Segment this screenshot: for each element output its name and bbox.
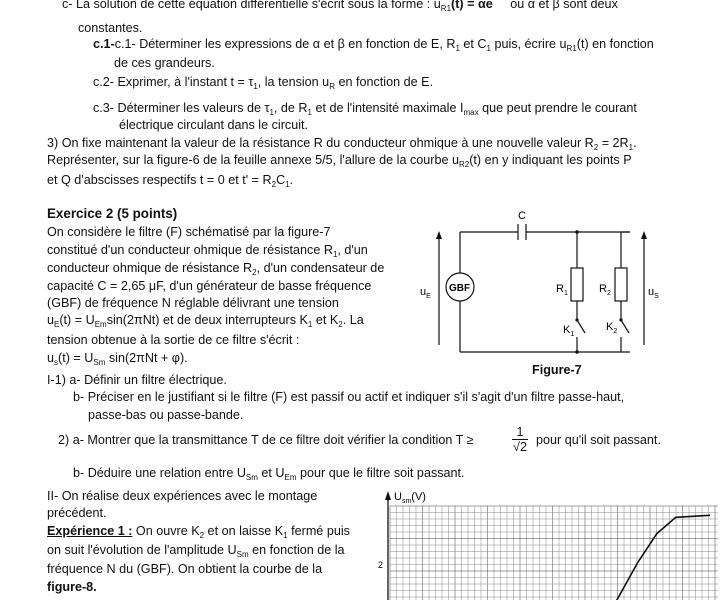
figure-8-chart [370, 488, 720, 600]
line-q3: 3) On fixe maintenant la valeur de la résistance R du conducteur ohmique à une nouvelle valeur $R_2 = 2R_1$. [47, 136, 637, 152]
q-i1c: passe-bas ou passe-bande. [88, 408, 244, 422]
capacitor-label: C [518, 210, 526, 222]
ex-line-1: On considère le filtre (F) schématisé par la figure-7 [47, 225, 331, 239]
figure-7-circuit [415, 205, 700, 380]
line-c3: c.3- Déterminer les valeurs de $\tau_1$, de $R_1$ et de l'intensité maximale $I_{max}$ que peut prendre le courant [93, 101, 637, 117]
q-ii1: II- On réalise deux expériences avec le montage [47, 489, 318, 503]
ex-line-6: $u_E(t) = U_{Em}\sin(2\pi Nt)$ et de deux interrupteurs $K_1$ et $K_2$. La [47, 313, 364, 329]
k1-label: $K_1$ [563, 324, 575, 338]
r1-label: $R_1$ [556, 283, 568, 297]
r2-label: $R_2$ [599, 283, 611, 297]
q-ii2: précédent. [47, 506, 107, 520]
line-q3-pq: et Q d'abscisses respectifs t = 0 et $t' = R_2C_1$. [47, 173, 294, 189]
line-q3-represent: Représenter, sur la figure-6 de la feuille annexe 5/5, l'allure de la courbe $u_{R2}(t)$ en y indiquant les points P [47, 153, 632, 169]
fig8-curve [520, 515, 710, 600]
ex-line-2: constitué d'un conducteur ohmique de résistance $R_1$, d'un [47, 243, 368, 259]
ue-label: $u_E$ [420, 286, 431, 300]
line-c1: c.1-c.1- Déterminer les expressions de α et β en fonction de E, $R_1$ et $C_1$ puis, écrire $u_{R1}(t)$ en fonction [93, 37, 654, 53]
q-i1b: b- Préciser en le justifiant si le filtre (F) est passif ou actif et indiquer s'il s'agit d'un filtre passe-haut, [73, 390, 625, 404]
ex-line-8: $u_s(t) = U_{Sm}$ sin(2πNt + φ). [47, 351, 188, 367]
line-c3-cont: électrique circulant dans le circuit. [119, 118, 308, 132]
k2-label: $K_2$ [606, 321, 618, 335]
fig8-tick-2: 2 [378, 560, 384, 570]
ex-line-4: capacité C = 2,65 μF, d'un générateur de basse fréquence [47, 279, 372, 293]
figure-7-label: Figure-7 [532, 363, 582, 377]
q-i2a: 2) a- Montrer que la transmittance T de ce filtre doit vérifier la condition T ≥ [58, 433, 474, 447]
ex-line-3: conducteur ohmique de résistance $R_2$, d'un condensateur de [47, 261, 385, 277]
gbf-label: GBF [449, 283, 471, 294]
line-c1-cont: de ces grandeurs. [114, 56, 215, 70]
fig8-ylabel: $U_{sm}(V)$ [394, 491, 426, 505]
exp1-line-4: figure-8. [47, 580, 97, 594]
exp1-line-2: on suit l'évolution de l'amplitude $U_{Sm}$ en fonction de la [47, 543, 345, 559]
line-c-solution: c- La solution de cette équation différentielle s'écrit sous la forme : $u_{R1}(t) = \alpha e$ ou α et β sont deux [62, 0, 618, 13]
line-c2: c.2- Exprimer, à l'instant $t = \tau_1$, la tension $u_R$ en fonction de E. [93, 75, 433, 91]
ex-line-5: (GBF) de fréquence N réglable délivrant une tension [47, 296, 339, 310]
us-label: $u_S$ [648, 286, 659, 300]
q-i1a: I-1) a- Définir un filtre électrique. [47, 373, 227, 387]
q-i2a-end: pour qu'il soit passant. [536, 433, 661, 447]
exercise-title: Exercice 2 (5 points) [47, 206, 178, 221]
fraction: 1 √2 [513, 425, 527, 454]
ex-line-7: tension obtenue à la sortie de ce filtre s'écrit : [47, 333, 300, 347]
exp1-line: Expérience 1 : On ouvre $K_2$ et on laisse $K_1$ fermé puis [47, 524, 350, 540]
q-i2b: b- Déduire une relation entre $U_{Sm}$ et $U_{Em}$ pour que le filtre soit passant. [73, 466, 465, 482]
exp1-line-3: fréquence N du (GBF). On obtient la courbe de la [47, 562, 323, 576]
line-constantes: constantes. [78, 21, 143, 35]
